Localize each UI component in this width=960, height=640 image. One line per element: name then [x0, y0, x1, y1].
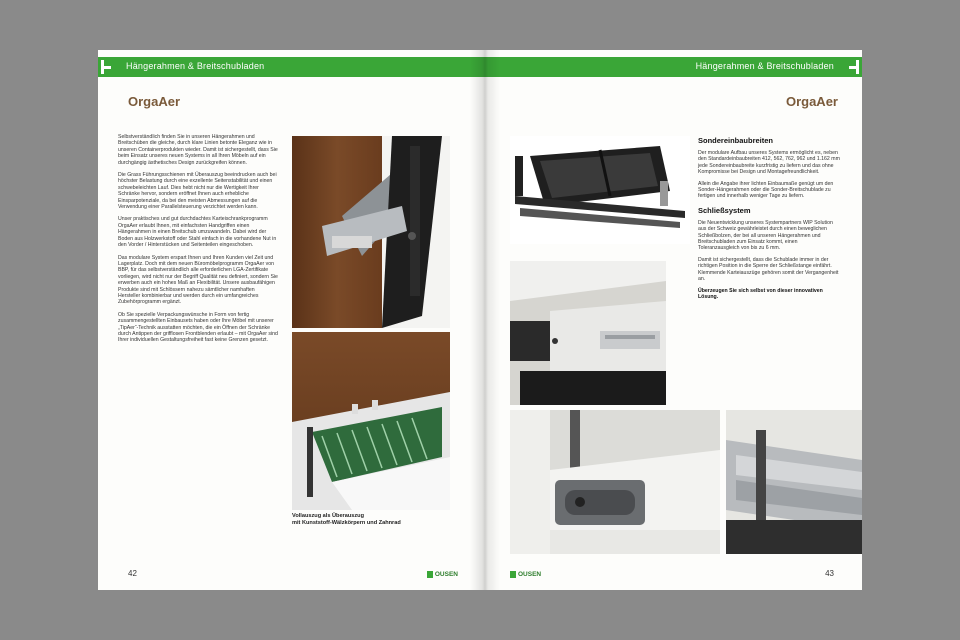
brand-logo-right [510, 571, 541, 578]
right-text-column [698, 136, 840, 300]
product-name: OrgaAer [128, 94, 181, 109]
paragraph: Allein die Angabe ihrer lichten Einbaumaße genügt um den Sonder-Hängerahmen oder die Sonder-Breitschublade zu fertigen und innerhalb weniger Tage zu liefern. [698, 180, 834, 200]
side-rail-detail-photo [726, 410, 862, 554]
photo-caption [292, 513, 401, 527]
page-number-right: 43 [825, 569, 834, 578]
paragraph: Unser praktisches und gut durchdachtes Karteischrankprogramm OrgaAer erlaubt Ihnen, mit einfachsten Handgriffen einen Hängerahmen in einen Breitschub umzuwandeln. Dabei wird der Boden aus Holzwerkstoff oder Stahl einfach in die vorhandene Nut in den Vorder / Hinterstücken und Seitenteilen eingeschoben. [118, 216, 277, 249]
logo-mark-icon [427, 571, 433, 578]
drawer-rail-closeup-photo [510, 261, 666, 405]
page-number-left: 42 [128, 569, 137, 578]
paragraph: Der modulare Aufbau unseres Systems ermöglicht es, neben den Standardeinbaubreiten 412, 562, 762, 962 und 1.162 mm jede Sondereinbaubreite kurzfristig zu liefern und das ohne Kompromisse bei Design und Montagefreundlichkeit. [698, 150, 840, 176]
caption-line-2: mit Kunststoff-Wälzkörpern und Zahnrad [292, 520, 401, 526]
hanging-file-drawer-photo [292, 332, 450, 510]
paragraph: Die Neuentwicklung unseres Systempartners WIP Solution aus der Schweiz gewährleistet durch einen beweglichen Schließbolzen, der bei all unseren Hängerahmen und Breitschubladen zum Einsatz kommt, einen Toleranzausgleich von bis zu 6 mm. [698, 219, 833, 252]
hanging-frame-rails-photo [510, 136, 690, 244]
section-header-band [482, 57, 862, 77]
logo-text: OUSEN [518, 571, 542, 578]
section-title: Hängerahmen & Breitschubladen [695, 61, 834, 71]
page-tab-marker-icon [848, 57, 862, 77]
paragraph: Selbstverständlich finden Sie in unseren Hängerahmen und Breitschüben die gleiche, durch klare Linien betonte Eleganz wie in unseren Containerprodukten wieder. Damit ist sichergestellt, dass Sie beim Einsatz unseres neuen Systems in all Ihren Möbeln auf ein durchgängig ästhetisches Design zurückgreifen können. [118, 134, 278, 166]
caption-line-1: Vollauszug als Überauszug [292, 513, 365, 519]
product-name: OrgaAer [785, 94, 838, 109]
drawer-slide-photo [292, 136, 450, 328]
paragraph: Ob Sie spezielle Verpackungswünsche in Form von fertig zusammengestellten Einbausets haben oder Ihre Möbel mit unserer „TipAer“-Technik ausstatten möchten, die ein Öffnen der Schränke durch Antippen der grifflosen Frontblenden erlaubt – mit OrgaAer sind Ihrer individuellen Gestaltungsfreiheit fast keine Grenzen gesetzt. [118, 311, 278, 344]
paragraph: Damit ist sichergestellt, dass die Schublade immer in der richtigen Position in die Sperre der Schließstange einfährt. Klemmende Karteiauszüge gehören somit der Vergangenheit an. [698, 256, 839, 283]
paragraph: Die Grass Führungsschienen mit Überauszug beeindrucken auch bei höchster Belastung durch eine exzellente Seitenstabilität und einen schwebeleichten Lauf. Dies hebt nicht nur die Wertigkeit Ihrer Schränke hervor, sondern eröffnet Ihnen auch erhebliche Einsparpotenziale, da bei den meisten Abmessungen auf die Verwendung einer Parallelsteuerung verzichtet werden kann. [118, 172, 277, 211]
logo-mark-icon [510, 571, 516, 578]
section-header-band [98, 57, 482, 77]
logo-text: OUSEN [434, 571, 458, 578]
paragraph: Das modulare System erspart Ihnen und Ihren Kunden viel Zeit und Lagerplatz. Doch mit dem neuen Büromöbelprogramm OrgaAer von BBP, für das selbstverständlich alle erforderlichen LGA-Zertifikate vorliegen, wird nicht nur der Begriff Qualität neu definiert, sondern Sie erwerben auch ein hohes Maß an Flexibilität. Unsere ausbaufähigen Produkte sind mit Schlössern nahezu sämtlicher namhaften Hersteller kombinierbar und werden durch ein umfangreiches Zubehörprogramm ergänzt. [118, 254, 278, 306]
closing-statement: Überzeugen Sie sich selbst von dieser innovativen Lösung. [698, 287, 823, 300]
lock-mechanism-photo [510, 410, 720, 554]
brand-logo-left [427, 571, 458, 578]
heading-special-widths: Sondereinbaubreiten [698, 136, 774, 145]
heading-locking-system: Schließsystem [698, 205, 751, 215]
body-text [118, 134, 278, 350]
right-page [482, 50, 862, 590]
section-title: Hängerahmen & Breitschubladen [126, 61, 265, 71]
page-tab-marker-icon [98, 57, 112, 77]
left-page [98, 50, 482, 590]
